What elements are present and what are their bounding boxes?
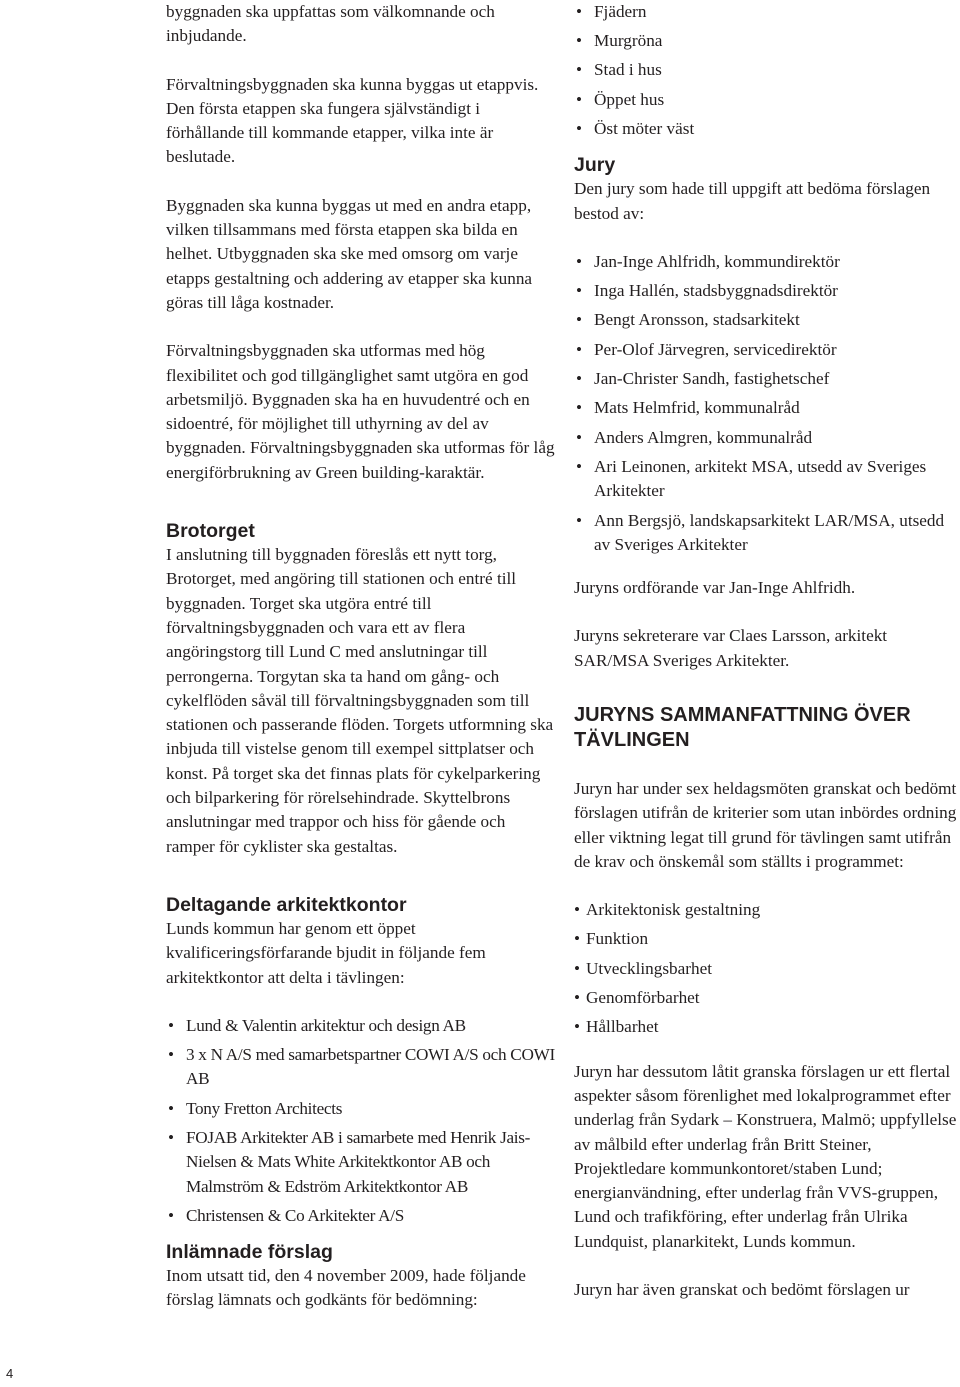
offices-list [166,1014,558,1228]
andra-etapp-paragraph: Byggnaden ska kunna byggas ut med en andra etapp, vilken tillsammans med första etappen ska bilda en helhet. Utbyggnaden ska ske med omsorg om varje etapps gestaltning och addering av etapper ska kunna göras till låga kostnader. [166,195,533,312]
list-item: • Funktion [574,927,960,951]
list-item: • Fjädern [574,0,960,25]
brotorget-heading: Brotorget [166,520,255,543]
list-item: • Utvecklingsbarhet [574,957,960,981]
list-item: • Genomförbarhet [574,986,960,1010]
list-item: • Öppet hus [574,88,960,113]
summary-heading: JURYNS SAMMANFATTNING ÖVER TÄVLINGEN [574,704,911,751]
criteria-list [574,898,960,1039]
list-item: • Jan-Christer Sandh, fastighetschef [574,367,960,391]
right-column [574,0,960,1302]
last-paragraph: Juryn har även granskat och bedömt förslagen ur [574,1280,910,1300]
etappvis-paragraph: Förvaltningsbyggnaden ska kunna byggas ut etappvis. Den första etappen ska fungera självständigt i förhållande till kommande etapper, vilka inte är beslutade. [166,74,539,167]
list-item: • Ann Bergsjö, landskapsarkitekt LAR/MSA, utsedd av Sveriges Arkitekter [574,509,960,558]
list-item: • Mats Helmfrid, kommunalråd [574,396,960,420]
list-item: • Tony Fretton Architects [166,1097,558,1121]
intro-paragraph: byggnaden ska uppfattas som välkomnande och inbjudande. [166,2,495,46]
jury-heading: Jury [574,154,616,177]
brotorget-paragraph: I anslutning till byggnaden föreslås ett nytt torg, Brotorget, med angöring till stationen och entré till byggnaden. Torget ska utgöra entré till förvaltningsbyggnaden och vara ett av flera angöringstorg till Lund C med anslutningar till perrongerna. Torgytan ska ta hand om gång- och cykelflöden såväl till förvaltningsbyggnaden som till stationen och passerande flöden. Torgets utformning ska inbjuda till vistelse genom till exempel sittplatser och konst. På torget ska det finnas plats för cykelparkering och bilparkering för rörelsehindrade. Skyttelbrons anslutningar med trappor och hiss för gående och ramper för cyklister ska gestaltas. [166,545,554,856]
deltagande-paragraph: Lunds kommun har genom ett öppet kvalificeringsförfarande bjudit in följande fem arkitektkontor att delta i tävlingen: [166,918,486,987]
jury-paragraph: Den jury som hade till uppgift att bedöma förslagen bestod av: [574,179,931,223]
summary-paragraph: Juryn har under sex heldagsmöten granskat och bedömt förslagen utifrån de kriterier som utan inbördes ordning eller viktning legat till grund för tävlingen samt utifrån de krav och önskemål som ställts i programmet: [574,779,957,871]
inlamnade-paragraph: Inom utsatt tid, den 4 november 2009, hade följande förslag lämnats och godkänts för bedömning: [166,1266,526,1310]
list-item: • Per-Olof Järvegren, servicedirektör [574,338,960,362]
deltagande-heading: Deltagande arkitektkontor [166,893,407,916]
list-item: • Arkitektonisk gestaltning [574,898,960,922]
proposals-list [574,0,960,141]
left-column [166,0,558,1313]
list-item: • Christensen & Co Arkitekter A/S [166,1204,558,1228]
page-number: 4 [6,1366,14,1381]
flexibilitet-paragraph: Förvaltningsbyggnaden ska utformas med hög flexibilitet och god tillgänglighet samt utgöra en god arbetsmiljö. Byggnaden ska ha en huvudentré och en sidoentré, för möjlighet till uthyrning av del av byggnaden. Förvaltningsbyggnaden ska utformas för låg energiförbrukning av Green building-karaktär. [166,341,555,482]
list-item: • Öst möter väst [574,117,960,142]
aspects-paragraph: Juryn har dessutom låtit granska förslagen ur ett flertal aspekter såsom förenlighet med lokalprogrammet efter underlag från Sydark – Konstruera, Malmö; uppfyllelse av målbild efter underlag från Britt Steiner, Projektledare kommunkontoret/staben Lund; energianvändning, efter underlag från VVS-gruppen, Lund och trafikföring, efter underlag från Ulrika Lundquist, planarkitekt, Lunds kommun. [574,1061,957,1251]
list-item: • Murgröna [574,29,960,54]
list-item: • Lund & Valentin arkitektur och design AB [166,1014,558,1038]
jury-members-list [574,250,960,557]
chair-paragraph: Juryns ordförande var Jan-Inge Ahlfridh. [574,578,856,598]
secretary-paragraph: Juryns sekreterare var Claes Larsson, arkitekt SAR/MSA Sveriges Arkitekter. [574,626,888,670]
list-item: • Anders Almgren, kommunalråd [574,426,960,450]
list-item: • Ari Leinonen, arkitekt MSA, utsedd av Sveriges Arkitekter [574,455,960,504]
list-item: • Bengt Aronsson, stadsarkitekt [574,308,960,332]
list-item: • Jan-Inge Ahlfridh, kommundirektör [574,250,960,274]
list-item: • Inga Hallén, stadsbyggnadsdirektör [574,279,960,303]
list-item: • Stad i hus [574,58,960,83]
list-item: • FOJAB Arkitekter AB i samarbete med Henrik Jais-Nielsen & Mats White Arkitektkontor AB och Malmström & Edström Arkitektkontor AB [166,1126,558,1199]
inlamnade-heading: Inlämnade förslag [166,1241,333,1264]
list-item: • Hållbarhet [574,1015,960,1039]
list-item: • 3 x N A/S med samarbetspartner COWI A/S och COWI AB [166,1043,558,1092]
